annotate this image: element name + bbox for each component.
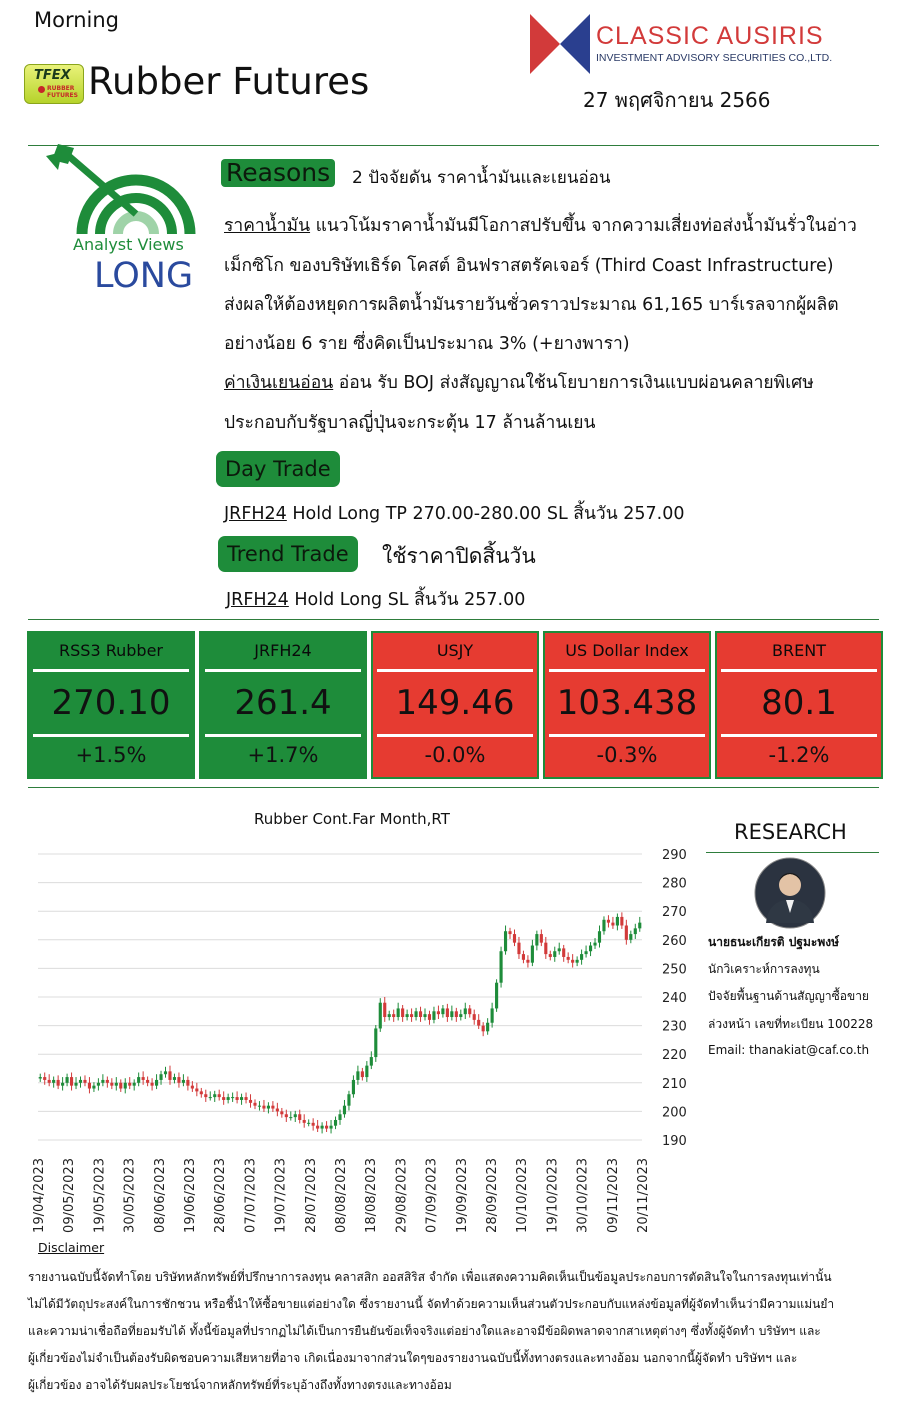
candle-body [303,1120,306,1123]
candle-body [486,1023,489,1032]
candle-body [473,1014,476,1020]
candle-body [504,931,507,951]
disclaimer-line-3: และความน่าเชื่อถือที่ยอมรับได้ ทั้งนี้ข้อมูลที่ปรากฏไม่ได้เป็นการยืนยันข้อเท็จจริงแต่อย่างใดและอาจมีข้อผิดพลาดจากสาเหตุต่างๆ ซึ่งทั้งผู้จัดทำ บริษัทฯ และ [28,1324,821,1338]
candle-body [39,1077,42,1078]
cards-divider [28,787,879,788]
x-tick-label: 09/11/2023 [605,1158,621,1233]
company-logo-icon [530,14,590,74]
card-divider [33,734,189,737]
candle-body [294,1114,297,1117]
candle-body [638,923,641,929]
x-tick-label: 19/06/2023 [183,1158,198,1233]
yen-text-1: อ่อน รับ BOJ ส่งสัญญาณใช้นโยบายการเงินแบบผ่อนคลายพิเศษ [333,373,814,393]
y-tick-label: 260 [662,933,687,949]
candle-body [388,1014,391,1017]
yen-paragraph-line-2: ประกอบกับรัฐบาลญี่ปุ่นจะกระตุ้น 17 ล้านล้านเยน [224,413,596,433]
card-change: -0.3% [596,743,658,767]
candle-body [423,1014,426,1017]
candle-body [495,983,498,1009]
x-tick-label: 28/06/2023 [213,1158,229,1233]
candle-body [88,1083,91,1089]
candle-body [258,1106,261,1107]
x-tick-label: 07/07/2023 [243,1158,259,1233]
candle-body [383,1003,386,1017]
candle-body [280,1111,283,1114]
card-divider [377,734,533,737]
candle-body [146,1080,149,1083]
card-divider [721,734,877,737]
analyst-email: Email: thanakiat@caf.co.th [708,1043,870,1057]
candle-body [168,1071,171,1080]
candle-body [553,951,556,957]
day-trade-contract: JRFH24 [224,504,287,524]
candle-body [110,1083,113,1086]
x-tick-label: 28/07/2023 [303,1158,319,1233]
candle-body [365,1066,368,1077]
candle-body [236,1097,239,1100]
candle-body [513,934,516,943]
candle-body [128,1083,131,1086]
candle-body [285,1114,288,1117]
candle-body [414,1011,417,1017]
trend-trade-note: ใช้ราคาปิดสิ้นวัน [382,544,536,568]
card-divider [33,669,189,672]
trend-trade-text: Hold Long SL สิ้นวัน 257.00 [288,590,526,610]
candle-body [562,948,565,957]
tfex-logo [24,64,84,104]
tfex-logo-text: TFEX [34,68,71,83]
candle-body [155,1080,158,1086]
candle-body [585,951,588,954]
report-date: 27 พฤศจิกายน 2566 [583,88,771,112]
position-label: LONG [94,256,194,296]
candle-body [593,943,596,946]
card-change: +1.5% [75,743,147,767]
candle-body [115,1083,118,1086]
disclaimer-line-4: ผู้เกี่ยวข้องไม่จำเป็นต้องรับผิดชอบความเสียหายที่อาจ เกิดเนื่องมาจากส่วนใดๆของรายงานฉบับนี้ทั้งทางตรงและทางอ้อม นอกจากนี้ผู้จัดทำ บริษัทฯ และ [28,1351,798,1365]
candle-body [43,1077,46,1080]
candle-body [321,1126,324,1129]
candle-body [370,1057,373,1066]
candle-body [598,931,601,942]
y-tick-label: 290 [662,848,687,863]
candle-body [535,934,538,945]
candle-body [124,1083,127,1089]
candle-body [517,943,520,954]
y-tick-label: 280 [662,876,687,892]
card-name: BRENT [772,641,826,660]
candle-body [182,1080,185,1083]
oil-paragraph-line-2: เม็กซิโก ของบริษัทเธิร์ด โคสต์ อินฟราสตรัคเจอร์ (Third Coast Infrastructure) [224,256,834,276]
y-tick-label: 240 [662,991,687,1006]
candle-body [567,957,570,960]
page-title: Rubber Futures [88,60,370,103]
company-subtitle: INVESTMENT ADVISORY SECURITIES CO.,LTD. [596,52,833,64]
y-tick-label: 210 [662,1076,687,1092]
card-change: -1.2% [768,743,830,767]
y-tick-label: 250 [662,962,687,978]
market-card-brent [715,631,883,779]
disclaimer-title: Disclaimer [38,1240,105,1255]
candle-body [410,1014,413,1017]
candle-body [325,1126,328,1129]
candle-body [74,1083,77,1086]
candle-body [477,1020,480,1026]
candle-body [253,1103,256,1106]
analyst-license-2: ล่วงหน้า เลขที่ทะเบียน 100228 [708,1017,874,1031]
candle-body [106,1080,109,1083]
candle-body [571,960,574,963]
oil-text-1: แนวโน้มราคาน้ำมันมีโอกาสปรับขึ้น จากความเสี่ยงท่อส่งน้ำมันรั่วในอ่าว [310,216,857,236]
candle-body [482,1026,485,1032]
day-trade-line [224,499,685,527]
candle-body [244,1097,247,1100]
analyst-role: นักวิเคราะห์การลงทุน [708,962,820,976]
candle-body [137,1077,140,1083]
reasons-summary: 2 ปัจจัยดัน ราคาน้ำมันและเยนอ่อน [352,168,611,188]
candle-body [432,1011,435,1020]
x-tick-label: 19/05/2023 [92,1158,108,1233]
candle-body [79,1080,82,1083]
candle-body [558,948,561,951]
oil-paragraph-line-1 [224,211,857,239]
disclaimer-line-2: ไม่ได้มีวัตถุประสงค์ในการชักชวน หรือชี้นำให้ซื้อขายแต่อย่างใด ซึ่งรายงานนี้ จัดทำด้วยความเห็นส่วนตัวประกอบกับแหล่งข้อมูลที่ผู้จัดทำเห็นว่ามีความแม่นยำ [28,1297,835,1311]
candle-body [500,951,503,982]
trend-trade-contract: JRFH24 [226,590,289,610]
x-tick-label: 10/10/2023 [515,1158,531,1233]
chart-title: Rubber Cont.Far Month,RT [254,810,450,828]
card-value: 103.438 [556,683,698,723]
card-divider [377,669,533,672]
candle-body [406,1014,409,1017]
reasons-tag: Reasons [221,159,335,187]
candle-body [52,1080,55,1083]
x-tick-label: 19/04/2023 [32,1158,47,1233]
candle-body [101,1080,104,1083]
x-tick-label: 19/07/2023 [273,1158,289,1233]
candle-body [522,954,525,960]
analyst-views-label: Analyst Views [73,235,184,254]
candle-body [83,1080,86,1083]
candle-body [222,1097,225,1100]
company-name: CLASSIC AUSIRIS [596,22,824,50]
candle-body [629,934,632,940]
disclaimer-line-1: รายงานฉบับนี้จัดทำโดย บริษัทหลักทรัพย์ที่ปรึกษาการลงทุน คลาสสิก ออสสิริส จำกัด เพื่อแสดงความคิดเห็นเป็นข้อมูลประกอบการตัดสินใจในการลงทุนเท่านั้น [28,1270,832,1284]
candle-body [611,923,614,926]
candle-body [428,1014,431,1020]
candle-body [459,1014,462,1017]
analyst-license-1: ปัจจัยพื้นฐานด้านสัญญาซื้อขาย [708,989,869,1003]
y-tick-label: 190 [662,1134,687,1149]
research-divider [706,852,879,853]
candle-body [231,1097,234,1098]
candle-body [209,1097,212,1098]
x-tick-label: 30/10/2023 [575,1158,591,1233]
day-trade-tag: Day Trade [216,451,340,487]
candle-body [57,1080,60,1086]
candle-body [392,1014,395,1017]
candle-body [267,1106,270,1109]
candle-body [540,934,543,943]
candle-body [240,1097,243,1100]
candle-body [544,943,547,954]
price-chart [20,840,700,1240]
candle-body [401,1008,404,1017]
tfex-logo-subtext: RUBBER FUTURES [47,85,78,99]
market-card-dxy [543,631,711,779]
card-divider [205,734,361,737]
card-divider [549,669,705,672]
candle-body [119,1083,122,1089]
candle-body [204,1094,207,1097]
oil-paragraph-line-3: ส่งผลให้ต้องหยุดการผลิตน้ำมันรายวันชั่วคราวประมาณ 61,165 บาร์เรลจากผู้ผลิต [224,295,839,315]
candle-body [625,926,628,940]
candle-body [397,1008,400,1017]
candle-body [441,1008,444,1014]
candle-body [352,1080,355,1094]
y-tick-label: 270 [662,905,687,921]
candle-body [343,1106,346,1115]
candle-body [70,1077,73,1086]
candle-body [213,1094,216,1097]
candle-body [589,946,592,952]
analyst-name: นายธนะเกียรติ ปฐมะพงษ์ [708,935,840,949]
yen-paragraph-line-1 [224,368,814,396]
candle-body [195,1089,198,1092]
x-tick-label: 28/09/2023 [485,1158,500,1233]
candle-body [419,1011,422,1017]
candle-body [142,1077,145,1080]
trend-trade-line [226,585,525,613]
candle-body [464,1008,467,1014]
x-tick-label: 19/09/2023 [454,1158,470,1233]
market-card-rss3 [27,631,195,779]
card-name: JRFH24 [254,641,312,660]
candle-body [508,931,511,934]
candle-body [580,954,583,960]
y-tick-label: 200 [662,1105,687,1121]
candle-body [338,1114,341,1120]
x-tick-label: 18/08/2023 [364,1158,380,1233]
candle-body [48,1080,51,1083]
candle-body [66,1077,69,1083]
x-tick-label: 08/08/2023 [334,1158,349,1233]
candle-body [173,1077,176,1080]
candle-body [616,917,619,926]
oil-label: ราคาน้ำมัน [224,216,311,236]
candle-body [262,1106,265,1109]
card-value: 149.46 [395,683,515,723]
candle-body [312,1123,315,1126]
candle-body [634,928,637,934]
card-value: 80.1 [761,683,837,723]
candle-body [159,1074,162,1080]
candle-body [133,1083,136,1086]
candle-body [186,1080,189,1086]
candle-body [61,1083,64,1086]
candle-body [526,960,529,963]
card-value: 270.10 [51,683,171,723]
candle-body [227,1097,230,1100]
candle-body [200,1091,203,1094]
y-tick-label: 220 [662,1048,687,1064]
candle-body [151,1083,154,1086]
candle-body [602,920,605,931]
x-tick-label: 07/09/2023 [424,1158,440,1233]
candle-body [374,1028,377,1057]
card-name: USJY [436,641,474,660]
report-session-label: Morning [34,8,120,32]
x-tick-label: 09/05/2023 [62,1158,78,1233]
x-tick-label: 20/11/2023 [636,1158,651,1233]
candle-body [491,1008,494,1022]
candle-body [531,946,534,963]
candle-body [289,1117,292,1118]
candle-body [576,960,579,963]
candle-body [92,1086,95,1089]
candle-body [218,1094,221,1097]
candle-body [607,920,610,923]
candle-body [177,1077,180,1083]
card-name: US Dollar Index [565,641,689,660]
x-tick-label: 08/06/2023 [152,1158,168,1233]
candle-body [347,1094,350,1105]
y-tick-label: 230 [662,1019,687,1035]
x-tick-label: 29/08/2023 [394,1158,410,1233]
candle-body [437,1011,440,1014]
candle-body [307,1123,310,1124]
trend-trade-tag: Trend Trade [218,536,358,572]
market-card-usjy [371,631,539,779]
candle-body [191,1086,194,1089]
candle-body [379,1003,382,1029]
candle-body [164,1071,167,1074]
research-title: RESEARCH [734,820,847,844]
x-tick-label: 30/05/2023 [122,1158,138,1233]
candle-body [276,1109,279,1112]
candle-body [468,1008,471,1014]
candle-body [356,1071,359,1080]
analyst-avatar [754,857,826,929]
candle-body [97,1083,100,1086]
candle-body [271,1106,274,1109]
candle-body [249,1100,252,1103]
market-card-jrfh24 [199,631,367,779]
candle-body [455,1011,458,1017]
candle-body [316,1126,319,1129]
day-trade-text: Hold Long TP 270.00-280.00 SL สิ้นวัน 257.00 [286,504,685,524]
card-change: -0.0% [424,743,486,767]
card-divider [721,669,877,672]
disclaimer-line-5: ผู้เกี่ยวข้อง อาจได้รับผลประโยชน์จากหลักทรัพย์ที่ระบุอ้างถึงทั้งทางตรงและทางอ้อม [28,1378,452,1392]
card-divider [549,734,705,737]
candle-body [361,1071,364,1077]
candle-body [549,954,552,957]
candle-body [334,1120,337,1126]
card-value: 261.4 [234,683,332,723]
section-divider [28,619,879,620]
oil-paragraph-line-4: อย่างน้อย 6 ราย ซึ่งคิดเป็นประมาณ 3% (+ยางพารา) [224,334,630,354]
candle-body [298,1114,301,1120]
candle-body [450,1011,453,1017]
x-tick-label: 19/10/2023 [545,1158,561,1233]
card-name: RSS3 Rubber [59,641,163,660]
card-change: +1.7% [247,743,319,767]
candle-body [446,1008,449,1017]
tfex-logo-dot [38,86,45,93]
yen-label: ค่าเงินเยนอ่อน [224,373,334,393]
candle-body [329,1126,332,1129]
candle-body [620,917,623,926]
card-divider [205,669,361,672]
